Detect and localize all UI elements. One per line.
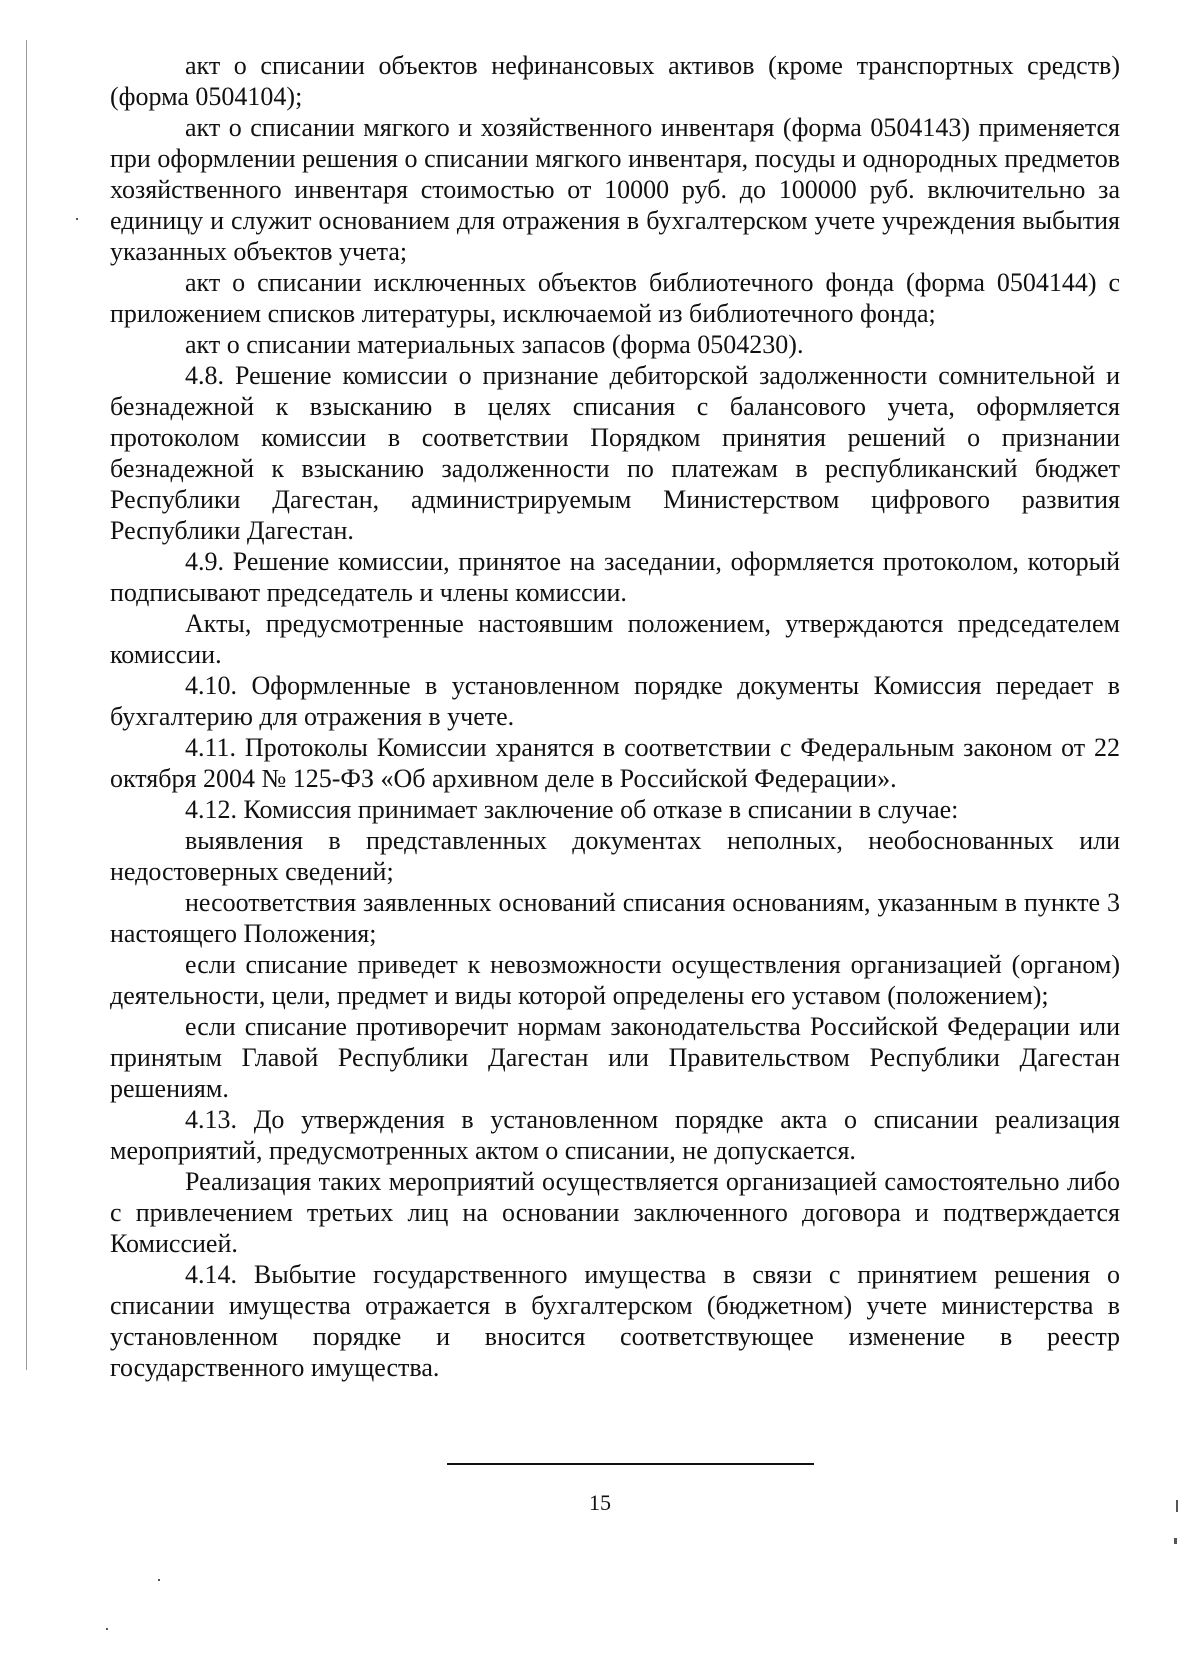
paragraph-refusal-reason-1: выявления в представленных документах неполных, необоснованных или недостоверных сведений; [110,826,1120,886]
paragraph-acts-approval: Акты, предусмотренные настоявшим положением, утверждаются председателем комиссии. [110,609,1120,669]
paragraph-4-11: 4.11. Протоколы Комиссии хранятся в соответствии с Федеральным законом от 22 октября 2004 № 125-ФЗ «Об архивном деле в Российской Федерации». [110,733,1120,793]
scan-speck [76,218,78,220]
scan-speck [1174,1538,1177,1544]
paragraph-refusal-reason-3: если списание приведет к невозможности осуществления организацией (органом) деятельности, цели, предмет и виды которой определены его уставом (положением); [110,950,1120,1010]
paragraph-4-12: 4.12. Комиссия принимает заключение об отказе в списании в случае: [185,795,959,824]
paragraph-act-0504104: акт о списании объектов нефинансовых активов (кроме транспортных средств) (форма 0504104); [110,51,1120,111]
document-body [110,50,1120,1383]
paragraph-refusal-reason-4: если списание противоречит нормам законодательства Российской Федерации или принятым Главой Республики Дагестан или Правительством Республики Дагестан решениям. [110,1012,1120,1103]
scan-speck [158,1579,160,1581]
paragraph-refusal-reason-2: несоответствия заявленных оснований списания основаниям, указанным в пункте 3 настоящего Положения; [110,888,1120,948]
paragraph-act-0504143: акт о списании мягкого и хозяйственного инвентаря (форма 0504143) применяется при оформлении решения о списании мягкого инвентаря, посуды и однородных предметов хозяйственного инвентаря стоимостью от 10000 руб. до 100000 руб. включительно за единицу и служит основанием для отражения в бухгалтерском учете учреждения выбытия указанных объектов учета; [110,113,1120,266]
paragraph-4-13: 4.13. До утверждения в установленном порядке акта о списании реализация мероприятий, предусмотренных актом о списании, не допускается. [110,1105,1120,1165]
scan-speck [106,1628,108,1630]
paragraph-act-0504144: акт о списании исключенных объектов библиотечного фонда (форма 0504144) с приложением списков литературы, исключаемой из библиотечного фонда; [110,268,1120,328]
scan-speck [1176,1500,1178,1512]
page-number: 15 [589,1490,611,1515]
scan-margin-line [26,40,27,1370]
paragraph-4-9: 4.9. Решение комиссии, принятое на заседании, оформляется протоколом, который подписывают председатель и члены комиссии. [110,547,1120,607]
paragraph-implementation: Реализация таких мероприятий осуществляется организацией самостоятельно либо с привлечением третьих лиц на основании заключенного договора и подтверждается Комиссией. [110,1167,1120,1258]
paragraph-4-14: 4.14. Выбытие государственного имущества в связи с принятием решения о списании имущества отражается в бухгалтерском (бюджетном) учете министерства в установленном порядке и вносится соответствующее изменение в реестр государственного имущества. [110,1260,1120,1382]
footer-rule [447,1463,814,1465]
paragraph-act-0504230: акт о списании материальных запасов (форма 0504230). [185,330,804,359]
paragraph-4-10: 4.10. Оформленные в установленном порядке документы Комиссия передает в бухгалтерию для отражения в учете. [110,671,1120,731]
paragraph-4-8: 4.8. Решение комиссии о признание дебиторской задолженности сомнительной и безнадежной к взысканию в целях списания с балансового учета, оформляется протоколом комиссии в соответствии Порядком принятия решений о признании безнадежной к взысканию задолженности по платежам в республиканский бюджет Республики Дагестан, администрируемым Министерством цифрового развития Республики Дагестан. [110,361,1120,545]
